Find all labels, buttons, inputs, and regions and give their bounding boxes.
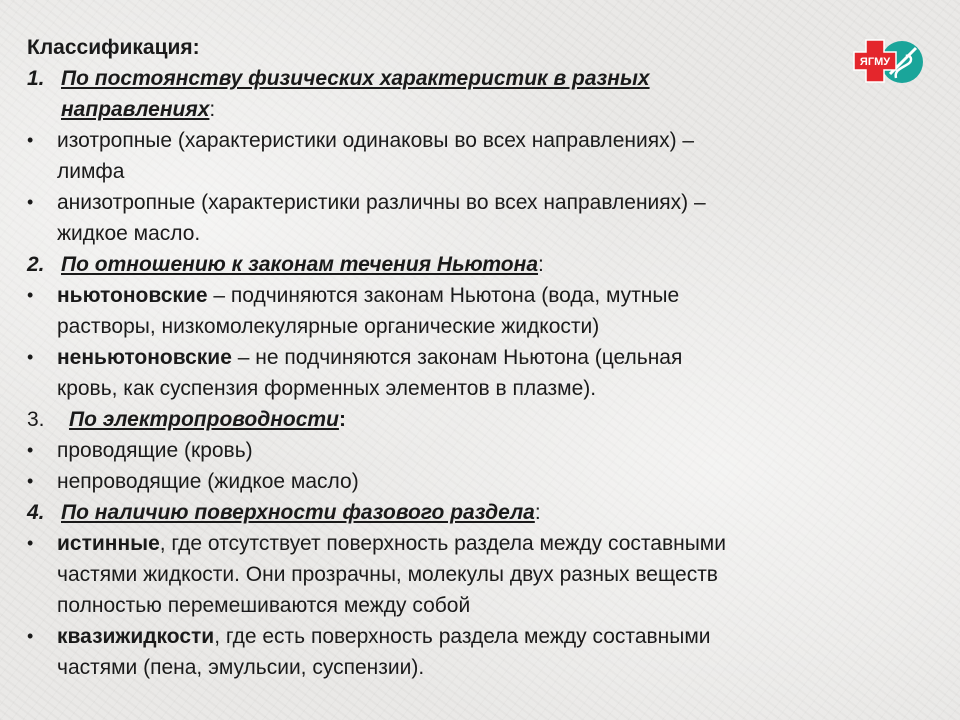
item-desc: – подчиняются законам Ньютона (вода, мутные <box>207 284 680 307</box>
bullet-icon: • <box>27 130 34 150</box>
section-2-heading <box>27 249 907 280</box>
section-number: 3. <box>27 408 45 431</box>
slide-content <box>27 32 907 683</box>
item-text: растворы, низкомолекулярные органические жидкости) <box>57 315 600 338</box>
section-number: 2. <box>27 253 45 276</box>
heading-colon: : <box>534 501 541 524</box>
logo-text: ЯГМУ <box>859 56 891 68</box>
list-item <box>27 342 907 404</box>
item-desc: – не подчиняются законам Ньютона (цельная <box>231 346 683 369</box>
item-text: жидкое масло. <box>57 222 201 245</box>
bullet-icon: • <box>27 192 34 212</box>
section-1-heading-cont <box>27 94 907 125</box>
item-term: истинные <box>57 532 160 555</box>
list-item <box>27 125 907 187</box>
item-text: частями (пена, эмульсии, суспензии). <box>57 656 425 679</box>
list-item <box>27 187 907 249</box>
heading-colon: : <box>209 98 216 121</box>
list-item <box>27 528 907 621</box>
section-number: 1. <box>27 67 45 90</box>
section-heading-text: По отношению к законам течения Ньютона <box>61 253 539 276</box>
list-item <box>27 621 907 683</box>
item-text: лимфа <box>57 160 125 183</box>
section-heading-text: По постоянству физических характеристик в разных <box>61 67 650 90</box>
slide-title: Классификация: <box>27 36 200 59</box>
item-text: анизотропные (характеристики различны во всех направлениях) – <box>57 191 706 214</box>
section-number: 4. <box>27 501 45 524</box>
item-desc: , где отсутствует поверхность раздела между составными <box>159 532 726 555</box>
section-heading-text: По электропроводности <box>69 408 339 431</box>
section-heading-text: По наличию поверхности фазового раздела <box>61 501 535 524</box>
bullet-icon: • <box>27 347 34 367</box>
item-text <box>57 280 907 311</box>
bullet-icon: • <box>27 626 34 646</box>
heading-colon: : <box>538 253 544 276</box>
item-text: кровь, как суспензия форменных элементов в плазме). <box>57 377 597 400</box>
bullet-icon: • <box>27 285 34 305</box>
bullet-icon: • <box>27 440 34 460</box>
item-term: квазижидкости <box>57 625 215 648</box>
item-text <box>57 342 907 373</box>
item-text: непроводящие (жидкое масло) <box>57 470 359 493</box>
heading-colon: : <box>338 408 346 431</box>
section-4-heading <box>27 497 907 528</box>
item-text: проводящие (кровь) <box>57 439 253 462</box>
item-text: полностью перемешиваются между собой <box>57 594 471 617</box>
item-text: изотропные (характеристики одинаковы во всех направлениях) – <box>57 129 695 152</box>
item-term: неньютоновские <box>57 346 232 369</box>
section-heading-text: направлениях <box>61 98 210 121</box>
item-term: ньютоновские <box>57 284 208 307</box>
bullet-icon: • <box>27 533 34 553</box>
item-text: частями жидкости. Они прозрачны, молекулы двух разных веществ <box>57 563 718 586</box>
item-text <box>57 621 907 652</box>
list-item <box>27 466 907 497</box>
section-3-heading <box>27 404 907 435</box>
list-item <box>27 280 907 342</box>
section-1-heading <box>27 63 907 94</box>
bullet-icon: • <box>27 471 34 491</box>
item-desc: , где есть поверхность раздела между составными <box>214 625 711 648</box>
item-text <box>57 528 907 559</box>
list-item <box>27 435 907 466</box>
